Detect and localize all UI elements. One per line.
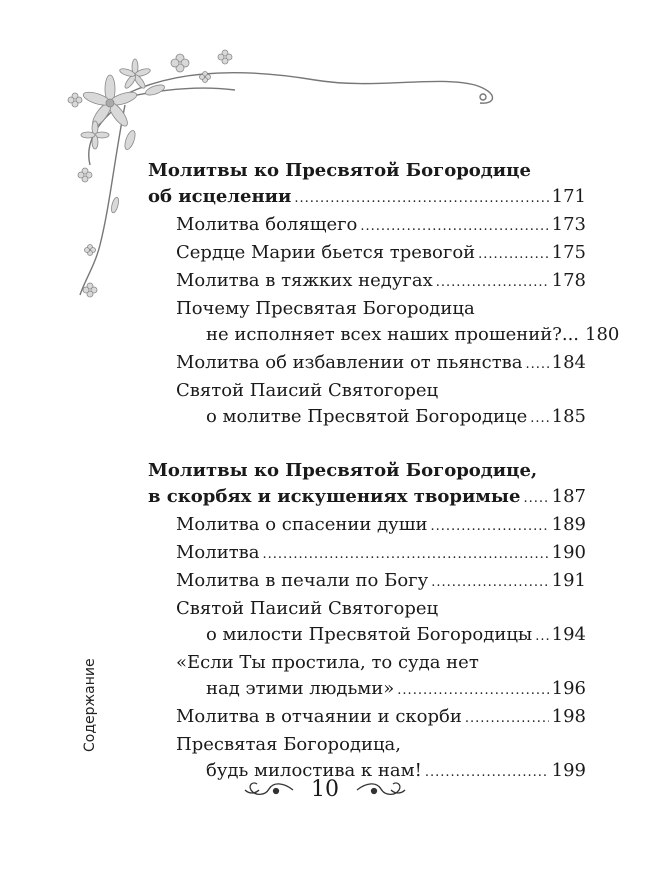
- toc-entry[interactable]: [148, 512, 586, 540]
- page-ref: 196: [551, 678, 586, 699]
- toc-entry[interactable]: [148, 704, 586, 732]
- entry-title-line1: Святой Паисий Святогорец: [176, 598, 439, 619]
- table-of-contents: [148, 158, 620, 786]
- toc-entry-multiline[interactable]: [148, 596, 586, 650]
- entry-title-line2: не исполняет всех наших прошений?...: [206, 324, 580, 345]
- page-ref: 173: [551, 214, 586, 235]
- toc-entry[interactable]: [148, 240, 586, 268]
- entry-title: Молитва об избавлении от пьянства: [176, 352, 523, 373]
- page-ref: 171: [551, 186, 586, 207]
- section-heading-line1: Молитвы ко Пресвятой Богородице: [148, 160, 531, 181]
- page-ref: 191: [551, 570, 586, 591]
- entry-title-line1: Святой Паисий Святогорец: [176, 380, 439, 401]
- entry-title: Молитва в отчаянии и скорби: [176, 706, 462, 727]
- toc-entry[interactable]: [148, 212, 586, 240]
- page-ref: 178: [551, 270, 586, 291]
- section-heading-line2[interactable]: [148, 484, 586, 512]
- leader-dots: [431, 570, 548, 596]
- leader-dots: [263, 542, 549, 568]
- entry-title: Молитва о спасении души: [176, 514, 428, 535]
- page-footer: [0, 772, 650, 806]
- entry-title-line2: о милости Пресвятой Богородицы: [206, 624, 533, 645]
- leader-dots: [360, 214, 548, 240]
- section-heading-line1: Молитвы ко Пресвятой Богородице,: [148, 460, 538, 481]
- page-ref: 184: [551, 352, 586, 373]
- toc-section-2: [148, 458, 586, 786]
- section-heading-text: об исцелении: [148, 186, 292, 207]
- entry-title-line1: Почему Пресвятая Богородица: [176, 298, 475, 319]
- toc-entry[interactable]: [148, 568, 586, 596]
- page-ref: 180: [585, 324, 620, 345]
- leader-dots: [465, 706, 549, 732]
- entry-title-line2: будь милостива к нам!: [206, 760, 422, 781]
- entry-title-line2: о молитве Пресвятой Богородице: [206, 406, 528, 427]
- leader-dots: [430, 514, 548, 540]
- toc-entry[interactable]: [148, 268, 586, 296]
- page-ref: 190: [551, 542, 586, 563]
- entry-title-line1: Пресвятая Богородица,: [176, 734, 402, 755]
- entry-title: Молитва в печали по Богу: [176, 570, 429, 591]
- leader-dots: [436, 270, 549, 296]
- page-ref: 185: [551, 406, 586, 427]
- leader-dots: [523, 486, 548, 512]
- page-ref: 198: [551, 706, 586, 727]
- left-flourish-icon: [243, 778, 295, 800]
- entry-title: Сердце Марии бьется тревогой: [176, 242, 476, 263]
- leader-dots: [530, 406, 548, 432]
- toc-entry-multiline[interactable]: [148, 650, 586, 704]
- toc-entry-multiline[interactable]: [148, 378, 586, 432]
- toc-entry[interactable]: [148, 540, 586, 568]
- leader-dots: [535, 624, 548, 650]
- leader-dots: [397, 678, 548, 704]
- entry-title: Молитва: [176, 542, 260, 563]
- running-section-label: Содержание: [82, 658, 98, 752]
- toc-entry-multiline[interactable]: [148, 296, 620, 350]
- page-ref: 187: [551, 486, 586, 507]
- entry-title-line2: над этими людьми»: [206, 678, 395, 699]
- section-heading-text: в скорбях и искушениях творимые: [148, 486, 521, 507]
- page-ref: 199: [551, 760, 586, 781]
- page-ref: 194: [551, 624, 586, 645]
- section-heading-line2[interactable]: [148, 184, 586, 212]
- page-number: 10: [311, 776, 339, 802]
- leader-dots: [294, 186, 548, 212]
- toc-entry[interactable]: [148, 350, 586, 378]
- right-flourish-icon: [355, 778, 407, 800]
- toc-section-1: [148, 158, 620, 432]
- entry-title: Молитва болящего: [176, 214, 358, 235]
- page-ref: 175: [551, 242, 586, 263]
- leader-dots: [478, 242, 548, 268]
- entry-title-line1: «Если Ты простила, то суда нет: [176, 652, 479, 673]
- entry-title: Молитва в тяжких недугах: [176, 270, 433, 291]
- leader-dots: [526, 352, 549, 378]
- page-ref: 189: [551, 514, 586, 535]
